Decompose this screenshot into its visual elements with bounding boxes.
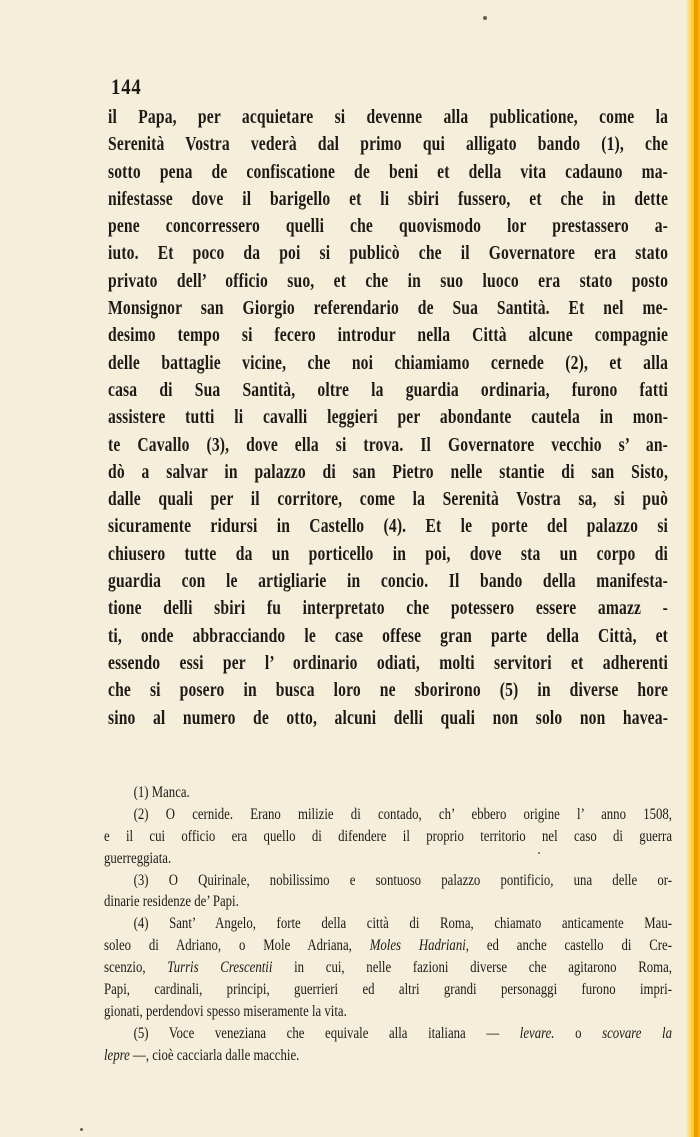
footnote-italic-term: lepre: [104, 1046, 130, 1064]
footnote-4-line: Papi, cardinali, principi, guerrieri ed altri grandi personaggi furono impri-: [104, 981, 672, 999]
footnote-5-line: [104, 1045, 672, 1067]
footnote-italic-term: scovare la: [602, 1024, 673, 1042]
page-edge-shadow: [694, 0, 698, 1137]
body-text: [108, 104, 668, 732]
body-line: pene concorressero quelli che quovismodo lor prestassero a-: [108, 215, 669, 238]
body-line: nifestasse dove il barigello et li sbiri fussero, et che in dette: [108, 187, 669, 210]
footnote-text: in cui, nelle fazioni diverse che agitarono Roma,: [272, 959, 672, 977]
body-line: dalle quali per il corritore, come la Serenità Vostra sa, si può: [108, 488, 669, 511]
body-line: desimo tempo si fecero introdur nella Città alcune compagnie: [108, 324, 669, 347]
paper-speck: [80, 1128, 83, 1131]
body-line: casa di Sua Santità, oltre la guardia ordinaria, furono fatti: [108, 378, 669, 401]
footnotes: [104, 782, 672, 1067]
body-line: privato dell’ officio suo, et che in suo luoco era stato posto: [108, 269, 669, 292]
footnote-text: scenzio,: [104, 959, 168, 977]
footnote-text: (5) Voce veneziana che equivale alla italiana —: [133, 1024, 520, 1042]
body-line: sino al numero de otto, alcuni delli quali non solo non havea-: [108, 706, 669, 729]
footnote-4-line: [104, 935, 672, 957]
footnote-4-line: [104, 957, 672, 979]
body-line: sicuramente ridursi in Castello (4). Et le porte del palazzo si: [108, 515, 669, 538]
page-number: 144: [111, 74, 142, 99]
footnote-4-line: gionati, perdendovi spesso miseramente la vita.: [104, 1002, 347, 1020]
footnote-1: (1) Manca.: [133, 784, 190, 801]
footnote-text: ed anche castello di Cre-: [468, 937, 672, 955]
body-line: Serenità Vostra vederà dal primo qui alligato bando (1), che: [108, 133, 669, 156]
footnote-5-line: [104, 1023, 672, 1045]
footnote-3-line: (3) O Quirinale, nobilissimo e sontuoso palazzo pontificio, una delle or-: [133, 871, 673, 889]
body-line: iuto. Et poco da poi si publicò che il Governatore era stato: [108, 242, 669, 265]
body-line: sotto pena de confiscatione de beni et della vita cadauno ma-: [108, 160, 669, 183]
body-line: essendo essi per l’ ordinario odiati, molti servitori et adherenti: [108, 651, 669, 674]
footnote-text: soleo di Adriano, o Mole Adriana,: [104, 937, 370, 955]
footnote-2-line: e il cui officio era quello di difendere il proprio territorio nel caso di guerra: [104, 827, 672, 845]
body-line: chiusero tutte da un porticello in poi, dove sta un corpo di: [108, 542, 669, 565]
paper-speck: [483, 16, 487, 20]
footnote-4-line: (4) Sant’ Angelo, forte della città di Roma, chiamato anticamente Mau-: [133, 915, 673, 933]
body-line: assistere tutti li cavalli leggieri per abondante cautela in mon-: [108, 406, 669, 429]
footnote-text: —, cioè cacciarla dalle macchie.: [129, 1046, 300, 1064]
body-line: che si posero in busca loro ne sborirono (5) in diverse hore: [108, 679, 669, 702]
body-line: ti, onde abbracciando le case offese gran parte della Città, et: [108, 624, 669, 647]
footnote-2-line: (2) O cernide. Erano milizie di contado, ch’ ebbero origine l’ anno 1508,: [133, 805, 673, 823]
body-line: Monsignor san Giorgio referendario de Sua Santità. Et nel me-: [108, 297, 669, 320]
footnote-latin-term: Turris Crescentii: [167, 959, 273, 977]
body-line: tione delli sbiri fu interpretato che potessero essere amazz -: [108, 597, 669, 620]
footnote-3-line: dinarie residenze de’ Papi.: [104, 893, 239, 911]
footnote-text: o: [554, 1024, 603, 1042]
footnote-latin-term: Moles Hadriani,: [369, 937, 469, 955]
body-line: il Papa, per acquietare si devenne alla publicatione, come la: [108, 106, 669, 128]
body-line: dò a salvar in palazzo di san Pietro nelle stantie di san Sisto,: [108, 460, 669, 483]
body-line: delle battaglie vicine, che noi chiamiamo cernede (2), et alla: [108, 351, 669, 374]
body-line: te Cavallo (3), dove ella si trova. Il Governatore vecchio s’ an-: [108, 433, 669, 456]
footnote-italic-term: levare.: [519, 1024, 555, 1042]
body-line: guardia con le artigliarie in concio. Il bando della manifesta-: [108, 570, 669, 593]
footnote-2-line: guerreggiata.: [104, 849, 172, 867]
